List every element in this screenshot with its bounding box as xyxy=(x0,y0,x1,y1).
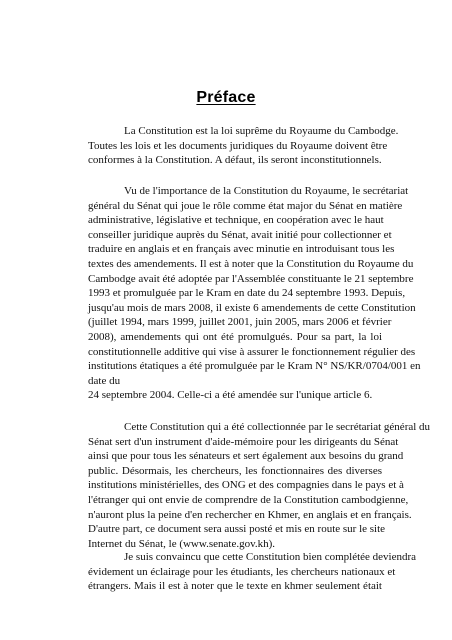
text-line: évidement un éclairage pour les étudiants, les chercheurs nationaux et xyxy=(88,565,396,578)
text-line: Toutes les lois et les documents juridiques du Royaume doivent être xyxy=(88,139,388,152)
text-line: jusqu'au mois de mars 2008, il existe 6 amendements de cette Constitution xyxy=(88,301,416,314)
text-line: constitutionnelle additive qui vise à assurer le fonctionnement régulier des xyxy=(88,345,416,358)
text-line: 1993 et promulguée par le Kram en date du 24 septembre 1993. Depuis, xyxy=(88,287,406,300)
text-line: Vu de l'importance de la Constitution du Royaume, le secrétariat xyxy=(124,185,409,197)
text-line: textes des amendements. Il est à noter que la Constitution du Royaume du xyxy=(88,257,414,270)
page-title: Préface xyxy=(196,89,256,106)
text-line: étrangers. Mais il est à noter que le texte en khmer seulement était xyxy=(88,580,382,593)
text-line: Sénat sert d'un instrument d'aide-mémoire pour les dirigeants du Sénat xyxy=(88,435,399,448)
text-line: D'autre part, ce document sera aussi posté et mis en route sur le site xyxy=(88,523,386,536)
text-line: conformes à la Constitution. A défaut, ils seront inconstitutionnels. xyxy=(88,154,382,167)
text-line: ainsi que pour tous les sénateurs et sert également aux besoins du grand xyxy=(88,450,404,463)
text-line: public. Désormais, les chercheurs, les fonctionnaires des diverses xyxy=(88,464,382,477)
text-line: Je suis convaincu que cette Constitution bien complétée deviendra xyxy=(124,551,417,563)
text-line: La Constitution est la loi suprême du Royaume du Cambodge. xyxy=(124,125,399,137)
text-line: traduire en anglais et en français avec minutie en introduisant tous les xyxy=(88,243,395,256)
text-line: Internet du Sénat, le (www.senate.gov.kh). xyxy=(88,537,276,550)
text-line: 24 septembre 2004. Celle-ci a été amendée sur l'unique article 6. xyxy=(88,389,373,402)
text-line: institutions ministérielles, des ONG et des compagnies dans le pays et à xyxy=(88,479,404,492)
text-line: n'auront plus la peine d'en rechercher en Khmer, en anglais et en français. xyxy=(88,508,412,521)
text-line: 2008), amendements qui ont été promulgués. Pour sa part, la loi xyxy=(88,330,382,343)
text-line: l'étranger qui ont envie de comprendre de la Constitution cambodgienne, xyxy=(88,493,409,506)
paragraph-2 xyxy=(88,184,421,403)
paragraph-1 xyxy=(88,124,399,168)
text-line: date du xyxy=(88,374,121,387)
text-line: Cette Constitution qui a été collectionnée par le secrétariat général du xyxy=(124,421,431,433)
text-line: Cambodge avait été adoptée par l'Assemblée constituante le 21 septembre xyxy=(88,272,414,285)
text-line: institutions étatiques a été promulguée par le Kram N° NS/KR/0704/001 en xyxy=(88,360,421,373)
paragraph-3 xyxy=(88,420,431,551)
text-line: (juillet 1994, mars 1999, juillet 2001, juin 2005, mars 2006 et février xyxy=(88,316,392,329)
text-line: administrative, législative et technique, en coopération avec le haut xyxy=(88,214,384,227)
text-line: conseiller juridique auprès du Sénat, avait initié pour collectionner et xyxy=(88,228,392,241)
paragraph-4 xyxy=(88,550,417,594)
text-line: général du Sénat qui joue le rôle comme état major du Sénat en matière xyxy=(88,199,403,212)
